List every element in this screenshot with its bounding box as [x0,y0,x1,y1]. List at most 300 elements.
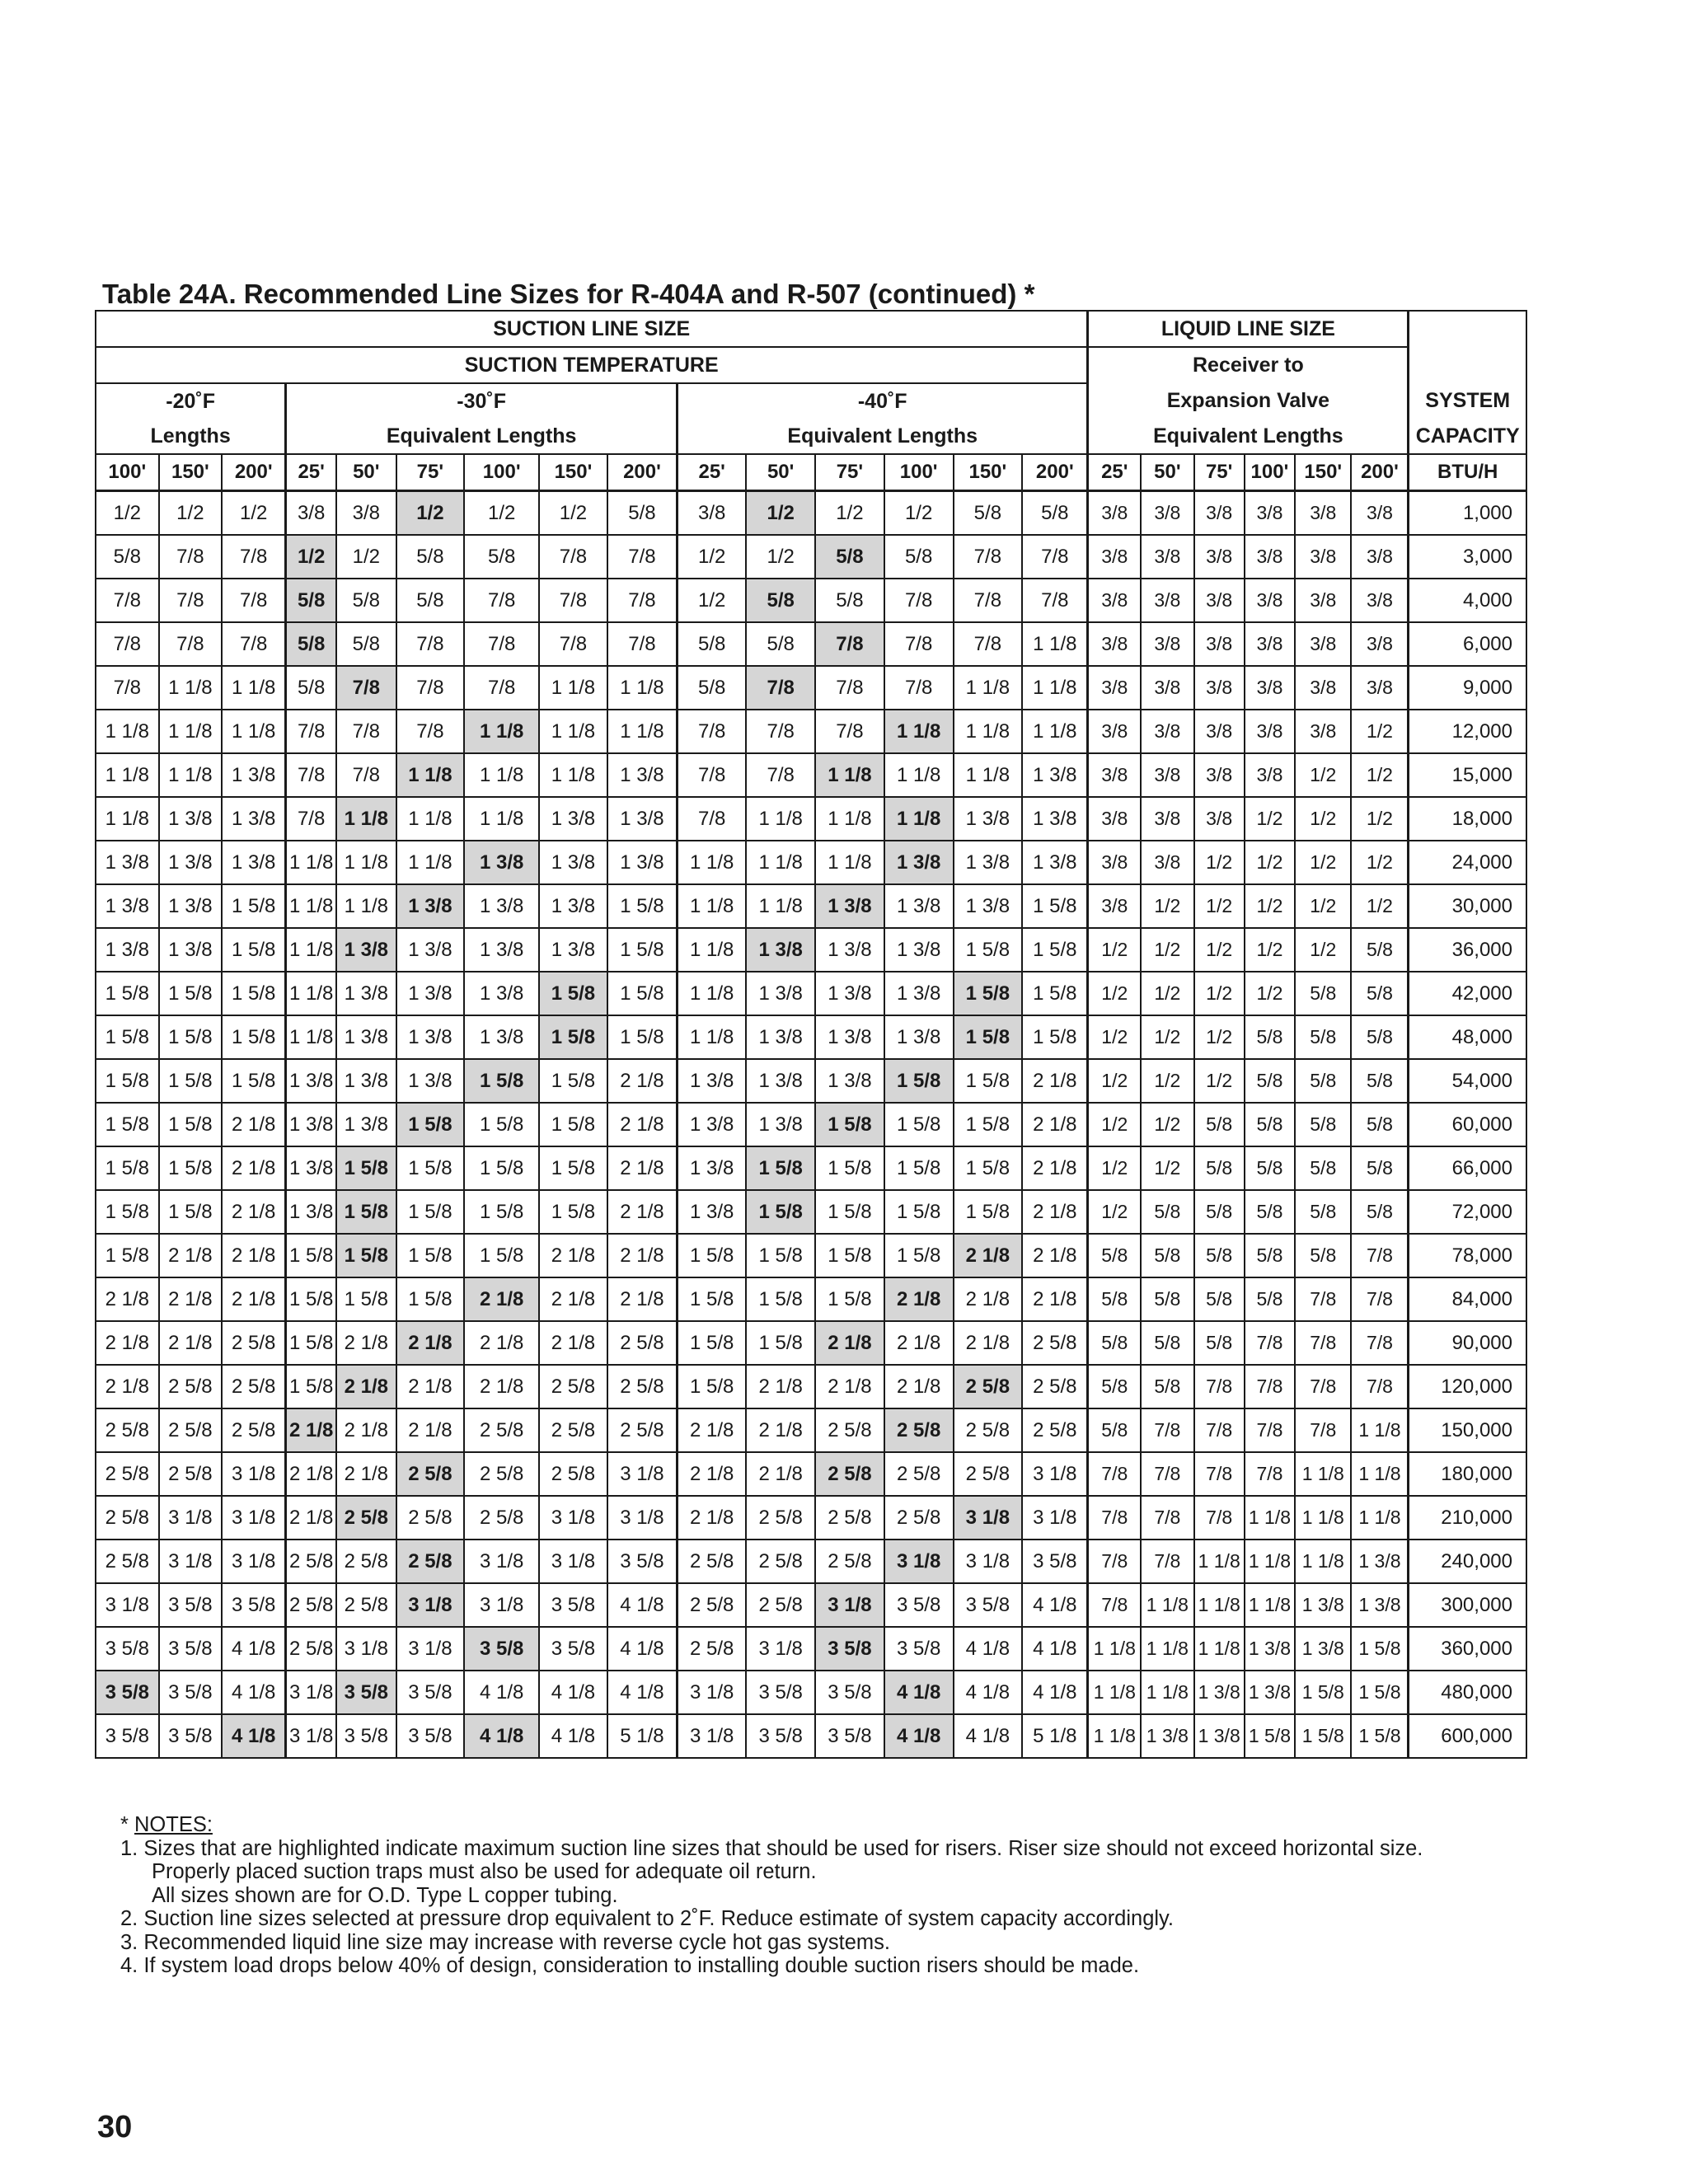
cell-liquid-1: 1/2 [1141,884,1193,928]
cell-liquid-1: 5/8 [1141,1321,1193,1365]
cell-liquid-4: 5/8 [1295,1190,1351,1234]
cell-capacity: 6,000 [1409,622,1526,666]
cell-m20-2: 4 1/8 [222,1627,286,1671]
cell-liquid-1: 1/2 [1141,972,1193,1015]
cell-m40-4: 4 1/8 [954,1671,1023,1714]
cell-m40-0: 5/8 [678,622,747,666]
cell-liquid-1: 3/8 [1141,666,1193,710]
cell-m30-3: 2 5/8 [464,1452,539,1496]
cell-m40-0: 1/2 [678,535,747,579]
cell-liquid-4: 1 1/8 [1295,1496,1351,1540]
cell-liquid-0: 3/8 [1088,622,1141,666]
cell-capacity: 120,000 [1409,1365,1526,1408]
cell-m40-2: 1 3/8 [815,884,884,928]
cell-m40-0: 1 5/8 [678,1277,747,1321]
cell-m20-2: 2 1/8 [222,1277,286,1321]
cell-liquid-0: 3/8 [1088,579,1141,622]
cell-liquid-4: 1 1/8 [1295,1452,1351,1496]
cell-m20-2: 7/8 [222,579,286,622]
cell-m30-0: 1 5/8 [286,1321,336,1365]
cell-m30-3: 1 1/8 [464,797,539,841]
cell-liquid-0: 5/8 [1088,1365,1141,1408]
cell-m30-3: 7/8 [464,579,539,622]
cell-liquid-3: 7/8 [1245,1408,1295,1452]
cell-liquid-1: 3/8 [1141,841,1193,884]
cell-liquid-3: 1/2 [1245,797,1295,841]
cell-liquid-4: 3/8 [1295,579,1351,622]
cell-m30-2: 1 3/8 [396,928,465,972]
cell-liquid-1: 3/8 [1141,579,1193,622]
equiv-lengths-minus30-header: Equivalent Lengths [286,419,678,454]
cell-m30-2: 2 5/8 [396,1452,465,1496]
cell-m20-1: 3 1/8 [159,1540,223,1583]
note-3: 3. Recommended liquid line size may increase with reverse cycle hot gas systems. [120,1930,890,1954]
cell-m30-2: 2 1/8 [396,1408,465,1452]
cell-m30-5: 4 1/8 [607,1671,678,1714]
cell-m30-5: 1 3/8 [607,797,678,841]
line-size-table [95,310,1527,1759]
cell-m30-4: 7/8 [539,622,607,666]
cell-m30-2: 1/2 [396,491,465,536]
cell-m30-2: 1 5/8 [396,1146,465,1190]
cell-m30-5: 2 5/8 [607,1365,678,1408]
cell-liquid-4: 5/8 [1295,1015,1351,1059]
cell-liquid-1: 1/2 [1141,928,1193,972]
cell-m30-1: 1 5/8 [336,1190,396,1234]
cell-m40-3: 7/8 [884,622,954,666]
cell-liquid-1: 1 1/8 [1141,1627,1193,1671]
cell-m20-0: 1 5/8 [96,1015,159,1059]
col-header-liquid-4: 150' [1295,454,1351,491]
cell-capacity: 18,000 [1409,797,1526,841]
cell-m20-1: 1/2 [159,491,223,536]
cell-m30-5: 5/8 [607,491,678,536]
cell-m20-1: 1 5/8 [159,1190,223,1234]
cell-liquid-5: 3/8 [1351,622,1408,666]
cell-capacity: 78,000 [1409,1234,1526,1277]
cell-m30-0: 5/8 [286,579,336,622]
cell-m20-1: 1 1/8 [159,753,223,797]
cell-m30-4: 1/2 [539,491,607,536]
cell-liquid-5: 1/2 [1351,753,1408,797]
cell-m40-3: 1/2 [884,491,954,536]
cell-m40-4: 1 5/8 [954,928,1023,972]
cell-m40-3: 1 3/8 [884,841,954,884]
cell-liquid-5: 3/8 [1351,491,1408,536]
cell-m20-0: 1/2 [96,491,159,536]
cell-liquid-0: 1/2 [1088,1190,1141,1234]
cell-m30-0: 5/8 [286,622,336,666]
cell-liquid-0: 7/8 [1088,1540,1141,1583]
cell-liquid-1: 5/8 [1141,1277,1193,1321]
cell-capacity: 3,000 [1409,535,1526,579]
cell-liquid-3: 1 3/8 [1245,1627,1295,1671]
cell-m20-1: 1 3/8 [159,928,223,972]
liquid-line-size-header: LIQUID LINE SIZE [1088,311,1409,347]
cell-m40-4: 7/8 [954,622,1023,666]
cell-liquid-5: 1 3/8 [1351,1583,1408,1627]
cell-m20-2: 2 5/8 [222,1408,286,1452]
cell-m30-3: 3 5/8 [464,1627,539,1671]
cell-m20-0: 2 5/8 [96,1452,159,1496]
cell-m30-3: 1 5/8 [464,1146,539,1190]
cell-m30-3: 3 1/8 [464,1540,539,1583]
cell-m40-5: 2 1/8 [1022,1190,1088,1234]
cell-m40-1: 7/8 [746,753,815,797]
cell-m30-1: 3 5/8 [336,1714,396,1758]
suction-temperature-header: SUCTION TEMPERATURE [96,347,1088,383]
cell-liquid-2: 5/8 [1194,1146,1245,1190]
cell-m20-0: 1 5/8 [96,1146,159,1190]
cell-m30-4: 3 1/8 [539,1496,607,1540]
cell-m30-2: 2 1/8 [396,1365,465,1408]
cell-liquid-4: 1 5/8 [1295,1671,1351,1714]
table-row [96,579,1526,622]
cell-m40-1: 5/8 [746,622,815,666]
cell-m20-1: 3 5/8 [159,1583,223,1627]
cell-m20-2: 1 5/8 [222,884,286,928]
cell-m40-5: 5/8 [1022,491,1088,536]
cell-m30-3: 7/8 [464,622,539,666]
cell-m30-4: 7/8 [539,535,607,579]
cell-m40-1: 3 5/8 [746,1714,815,1758]
cell-liquid-5: 5/8 [1351,1103,1408,1146]
cell-m20-1: 2 1/8 [159,1321,223,1365]
cell-m40-4: 1 3/8 [954,841,1023,884]
cell-m20-1: 1 5/8 [159,1059,223,1103]
cell-m40-2: 1 3/8 [815,1059,884,1103]
cell-liquid-4: 5/8 [1295,1059,1351,1103]
cell-m30-1: 1 1/8 [336,841,396,884]
cell-m30-1: 2 1/8 [336,1365,396,1408]
cell-liquid-2: 1 3/8 [1194,1714,1245,1758]
col-header-g20-1: 150' [159,454,223,491]
cell-m20-1: 7/8 [159,535,223,579]
cell-m40-2: 7/8 [815,710,884,753]
cell-m30-2: 1 3/8 [396,884,465,928]
cell-liquid-4: 5/8 [1295,1146,1351,1190]
table-row [96,841,1526,884]
cell-liquid-1: 1 1/8 [1141,1583,1193,1627]
cell-liquid-2: 1 1/8 [1194,1627,1245,1671]
cell-m30-1: 3 5/8 [336,1671,396,1714]
cell-m30-5: 4 1/8 [607,1627,678,1671]
cell-m30-3: 1 3/8 [464,1015,539,1059]
cell-m30-1: 3/8 [336,491,396,536]
cell-m40-4: 1 5/8 [954,1190,1023,1234]
cell-m40-3: 1 5/8 [884,1146,954,1190]
cell-liquid-0: 7/8 [1088,1452,1141,1496]
cell-liquid-1: 1/2 [1141,1059,1193,1103]
cell-capacity: 12,000 [1409,710,1526,753]
cell-liquid-0: 1/2 [1088,1146,1141,1190]
table-row [96,1408,1526,1452]
cell-m40-5: 2 5/8 [1022,1408,1088,1452]
equiv-lengths-minus40-header: Equivalent Lengths [678,419,1088,454]
cell-m30-3: 1 5/8 [464,1234,539,1277]
cell-m30-4: 2 1/8 [539,1277,607,1321]
cell-m30-5: 1 3/8 [607,841,678,884]
cell-m40-4: 1 5/8 [954,1146,1023,1190]
cell-capacity: 72,000 [1409,1190,1526,1234]
cell-m40-5: 7/8 [1022,535,1088,579]
cell-m40-1: 2 5/8 [746,1583,815,1627]
cell-m40-1: 7/8 [746,710,815,753]
cell-m40-4: 2 1/8 [954,1277,1023,1321]
table-row [96,1365,1526,1408]
cell-m40-0: 2 5/8 [678,1583,747,1627]
cell-m30-2: 3 5/8 [396,1671,465,1714]
cell-m40-1: 1 1/8 [746,841,815,884]
table-row [96,1540,1526,1583]
cell-m30-0: 5/8 [286,666,336,710]
cell-m30-1: 1 5/8 [336,1234,396,1277]
cell-liquid-2: 1/2 [1194,884,1245,928]
cell-m30-5: 3 5/8 [607,1540,678,1583]
cell-liquid-2: 7/8 [1194,1452,1245,1496]
cell-capacity: 60,000 [1409,1103,1526,1146]
system-header: SYSTEM [1409,383,1526,419]
cell-m40-3: 1 3/8 [884,928,954,972]
cell-m30-1: 2 5/8 [336,1496,396,1540]
cell-m30-5: 7/8 [607,535,678,579]
cell-m20-0: 1 3/8 [96,928,159,972]
cell-m20-0: 1 1/8 [96,710,159,753]
cell-m30-0: 1 5/8 [286,1277,336,1321]
cell-capacity: 48,000 [1409,1015,1526,1059]
cell-liquid-1: 1/2 [1141,1146,1193,1190]
cell-m40-1: 1 3/8 [746,1015,815,1059]
cell-m30-1: 3 1/8 [336,1627,396,1671]
cell-m30-1: 1 3/8 [336,1015,396,1059]
cell-m30-4: 1 5/8 [539,1146,607,1190]
col-header-g30-4: 150' [539,454,607,491]
cell-m30-0: 2 1/8 [286,1408,336,1452]
cell-m30-4: 2 5/8 [539,1408,607,1452]
cell-liquid-2: 1/2 [1194,972,1245,1015]
cell-m40-2: 7/8 [815,666,884,710]
cell-m30-3: 1 5/8 [464,1103,539,1146]
cell-liquid-4: 7/8 [1295,1321,1351,1365]
col-header-g40-4: 150' [954,454,1023,491]
cell-m30-3: 1 3/8 [464,928,539,972]
cell-liquid-0: 5/8 [1088,1277,1141,1321]
cell-m40-0: 1 3/8 [678,1190,747,1234]
cell-m30-2: 7/8 [396,710,465,753]
cell-m40-1: 2 1/8 [746,1408,815,1452]
cell-m20-1: 1 3/8 [159,797,223,841]
lengths-minus20-header: Lengths [96,419,286,454]
cell-liquid-3: 5/8 [1245,1015,1295,1059]
cell-liquid-2: 3/8 [1194,622,1245,666]
header-row-4 [96,419,1526,454]
cell-liquid-3: 3/8 [1245,666,1295,710]
cell-m20-0: 2 1/8 [96,1365,159,1408]
cell-m30-4: 1 3/8 [539,928,607,972]
cell-liquid-0: 1 1/8 [1088,1627,1141,1671]
cell-liquid-3: 3/8 [1245,753,1295,797]
cell-m40-3: 4 1/8 [884,1714,954,1758]
table-row [96,1496,1526,1540]
cell-m40-2: 1 3/8 [815,1015,884,1059]
cell-m40-3: 5/8 [884,535,954,579]
cell-m30-4: 1 1/8 [539,666,607,710]
cell-m40-5: 2 1/8 [1022,1103,1088,1146]
cell-m30-0: 1 1/8 [286,972,336,1015]
cell-liquid-2: 7/8 [1194,1408,1245,1452]
table-row [96,1190,1526,1234]
cell-m30-4: 2 5/8 [539,1452,607,1496]
cell-liquid-4: 1/2 [1295,841,1351,884]
table-row [96,1452,1526,1496]
cell-m30-4: 1 3/8 [539,797,607,841]
cell-m20-1: 1 5/8 [159,1015,223,1059]
cell-m40-3: 3 5/8 [884,1583,954,1627]
cell-liquid-4: 1/2 [1295,928,1351,972]
cell-liquid-3: 7/8 [1245,1452,1295,1496]
cell-liquid-5: 5/8 [1351,1015,1408,1059]
cell-m40-1: 1 5/8 [746,1190,815,1234]
cell-m30-2: 3 5/8 [396,1714,465,1758]
cell-liquid-1: 1 1/8 [1141,1671,1193,1714]
cell-m40-1: 1 5/8 [746,1321,815,1365]
cell-liquid-1: 5/8 [1141,1234,1193,1277]
cell-m30-3: 1 5/8 [464,1190,539,1234]
cell-liquid-0: 1 1/8 [1088,1714,1141,1758]
cell-m40-0: 1/2 [678,579,747,622]
cell-liquid-5: 5/8 [1351,972,1408,1015]
cell-capacity: 150,000 [1409,1408,1526,1452]
cell-m30-5: 2 1/8 [607,1277,678,1321]
cell-m40-5: 1 5/8 [1022,972,1088,1015]
cell-m30-1: 1 5/8 [336,1146,396,1190]
cell-m40-2: 1/2 [815,491,884,536]
cell-liquid-1: 1/2 [1141,1015,1193,1059]
cell-m20-2: 3 1/8 [222,1540,286,1583]
cell-liquid-2: 3/8 [1194,666,1245,710]
cell-liquid-4: 1 3/8 [1295,1583,1351,1627]
cell-m40-3: 1 3/8 [884,884,954,928]
cell-m40-4: 2 5/8 [954,1452,1023,1496]
cell-m20-2: 2 1/8 [222,1190,286,1234]
cell-liquid-5: 5/8 [1351,1190,1408,1234]
cell-m30-2: 1 3/8 [396,1059,465,1103]
cell-liquid-0: 7/8 [1088,1583,1141,1627]
page-number: 30 [97,2110,133,2144]
cell-liquid-3: 5/8 [1245,1103,1295,1146]
cell-capacity: 240,000 [1409,1540,1526,1583]
cell-m30-3: 5/8 [464,535,539,579]
cell-m20-0: 7/8 [96,579,159,622]
cell-liquid-3: 5/8 [1245,1146,1295,1190]
cell-m30-4: 2 1/8 [539,1234,607,1277]
cell-liquid-5: 1/2 [1351,841,1408,884]
cell-m30-5: 1 5/8 [607,884,678,928]
cell-liquid-1: 3/8 [1141,491,1193,536]
cell-m30-1: 5/8 [336,622,396,666]
cell-m30-3: 2 5/8 [464,1408,539,1452]
cell-liquid-2: 5/8 [1194,1277,1245,1321]
col-header-g20-2: 200' [222,454,286,491]
cell-liquid-1: 3/8 [1141,753,1193,797]
cell-liquid-0: 1/2 [1088,1103,1141,1146]
cell-liquid-3: 3/8 [1245,710,1295,753]
cell-m40-1: 1 3/8 [746,928,815,972]
cell-m20-1: 2 1/8 [159,1277,223,1321]
table-row [96,1321,1526,1365]
cell-liquid-2: 3/8 [1194,579,1245,622]
cell-liquid-2: 5/8 [1194,1234,1245,1277]
cell-liquid-3: 3/8 [1245,535,1295,579]
cell-liquid-1: 3/8 [1141,710,1193,753]
cell-m20-0: 3 5/8 [96,1714,159,1758]
cell-liquid-2: 1 1/8 [1194,1540,1245,1583]
cell-capacity: 300,000 [1409,1583,1526,1627]
cell-m30-5: 1 1/8 [607,666,678,710]
cell-m40-1: 3 5/8 [746,1671,815,1714]
cell-liquid-1: 7/8 [1141,1540,1193,1583]
cell-m40-5: 4 1/8 [1022,1627,1088,1671]
cell-m30-1: 1/2 [336,535,396,579]
cell-m30-3: 2 5/8 [464,1496,539,1540]
col-header-g30-3: 100' [464,454,539,491]
cell-m30-1: 7/8 [336,753,396,797]
cell-m30-2: 5/8 [396,535,465,579]
cell-m40-2: 5/8 [815,579,884,622]
cell-m30-0: 3/8 [286,491,336,536]
cell-m30-0: 2 5/8 [286,1627,336,1671]
cell-liquid-0: 1/2 [1088,1015,1141,1059]
cell-m20-1: 3 5/8 [159,1714,223,1758]
table-row [96,1277,1526,1321]
cell-m30-0: 1 5/8 [286,1365,336,1408]
cell-m20-2: 1 5/8 [222,972,286,1015]
cell-m30-0: 1/2 [286,535,336,579]
cell-m40-3: 2 1/8 [884,1277,954,1321]
cell-liquid-0: 3/8 [1088,535,1141,579]
cell-liquid-0: 5/8 [1088,1321,1141,1365]
cell-liquid-0: 3/8 [1088,666,1141,710]
cell-liquid-4: 5/8 [1295,972,1351,1015]
cell-m30-0: 7/8 [286,710,336,753]
cell-liquid-2: 3/8 [1194,710,1245,753]
cell-liquid-5: 1/2 [1351,884,1408,928]
cell-m20-2: 1 3/8 [222,841,286,884]
cell-m40-3: 2 5/8 [884,1408,954,1452]
cell-m30-0: 2 1/8 [286,1496,336,1540]
col-header-g40-3: 100' [884,454,954,491]
cell-capacity: 15,000 [1409,753,1526,797]
col-header-g30-0: 25' [286,454,336,491]
cell-m40-5: 3 5/8 [1022,1540,1088,1583]
cell-m30-5: 2 1/8 [607,1059,678,1103]
cell-m40-4: 1 1/8 [954,753,1023,797]
cell-m20-0: 2 5/8 [96,1408,159,1452]
cell-m40-1: 1 3/8 [746,1059,815,1103]
cell-liquid-5: 5/8 [1351,1146,1408,1190]
cell-m30-4: 1 5/8 [539,1059,607,1103]
cell-m30-3: 1/2 [464,491,539,536]
cell-m20-0: 1 5/8 [96,1190,159,1234]
cell-liquid-3: 1/2 [1245,928,1295,972]
col-header-g40-0: 25' [678,454,747,491]
cell-m30-1: 1 5/8 [336,1277,396,1321]
cell-m30-3: 2 1/8 [464,1365,539,1408]
cell-liquid-5: 1 1/8 [1351,1452,1408,1496]
cell-m40-4: 7/8 [954,579,1023,622]
cell-m40-4: 3 1/8 [954,1496,1023,1540]
cell-m40-2: 7/8 [815,622,884,666]
